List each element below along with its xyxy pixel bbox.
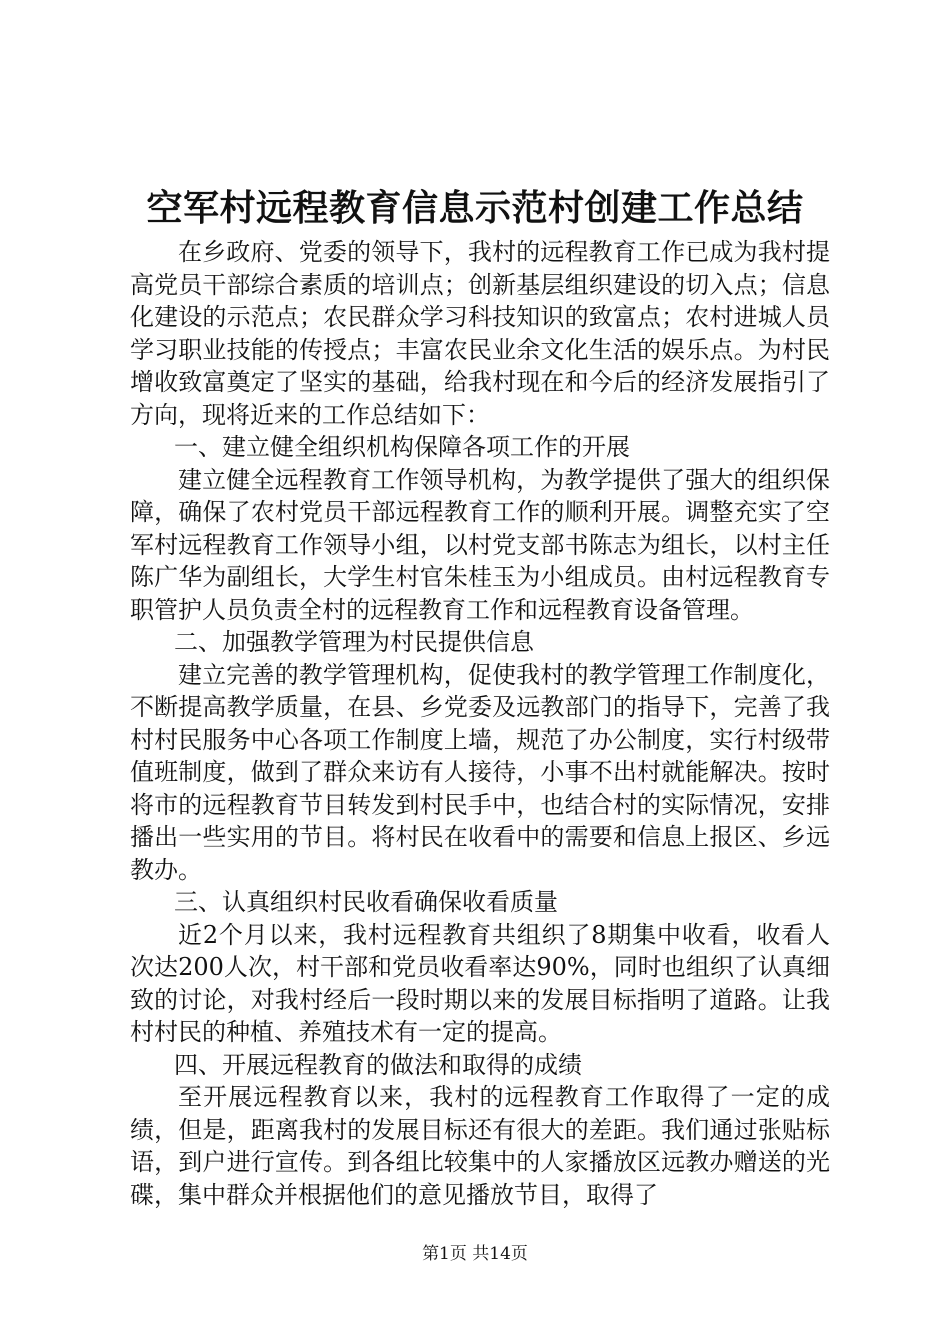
section-heading-3: 三、认真组织村民收看确保收看质量: [174, 888, 558, 916]
paragraph-intro: 在乡政府、党委的领导下，我村的远程教育工作已成为我村提高党员干部综合素质的培训点；创新基层组织建设的切入点；信息化建设的示范点；农民群众学习科技知识的致富点；农村进城人员学习职业技能的传授点；丰富农民业余文化生活的娱乐点。为村民增收致富奠定了坚实的基础，给我村现在和今后的经济发展指引了方向，现将近来的工作总结如下：: [130, 238, 830, 429]
document-body: [130, 236, 830, 1211]
page-number-footer: 第1页 共14页: [422, 1244, 528, 1264]
paragraph-section-1: 建立健全远程教育工作领导机构，为教学提供了强大的组织保障，确保了农村党员干部远程教育工作的顺利开展。调整充实了空军村远程教育工作领导小组，以村党支部书陈志为组长，以村主任陈广华为副组长，大学生村官朱桂玉为小组成员。由村远程教育专职管护人员负责全村的远程教育工作和远程教育设备管理。: [130, 465, 830, 624]
section-heading-1: 一、建立健全组织机构保障各项工作的开展: [174, 433, 630, 461]
paragraph-section-2: 建立完善的教学管理机构，促使我村的教学管理工作制度化，不断提高教学质量，在县、乡党委及远教部门的指导下，完善了我村村民服务中心各项工作制度上墙，规范了办公制度，实行村级带值班制度，做到了群众来访有人接待，小事不出村就能解决。按时将市的远程教育节目转发到村民手中，也结合村的实际情况，安排播出一些实用的节目。将村民在收看中的需要和信息上报区、乡远教办。: [130, 660, 830, 884]
document-title: 空军村远程教育信息示范村创建工作总结: [146, 187, 804, 229]
paragraph-section-3: 近2个月以来，我村远程教育共组织了8期集中收看，收看人次达200人次，村干部和党员收看率达90%，同时也组织了认真细致的讨论，对我村经后一段时期以来的发展目标指明了道路。让我村村民的种植、养殖技术有一定的提高。: [130, 920, 830, 1046]
section-heading-2: 二、加强教学管理为村民提供信息: [174, 628, 534, 656]
section-heading-4: 四、开展远程教育的做法和取得的成绩: [174, 1050, 582, 1079]
paragraph-section-4: 至开展远程教育以来，我村的远程教育工作取得了一定的成绩，但是，距离我村的发展目标还有很大的差距。我们通过张贴标语，到户进行宣传。到各组比较集中的人家播放区远教办赠送的光碟，集中群众并根据他们的意见播放节目，取得了: [130, 1083, 830, 1209]
